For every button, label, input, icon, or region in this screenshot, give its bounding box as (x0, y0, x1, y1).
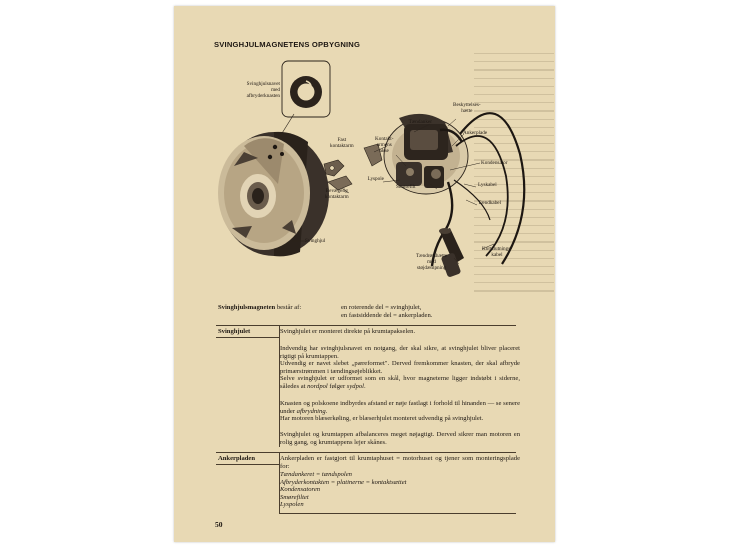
label-fast-kontaktarm-text: Fast kontaktarm (330, 137, 354, 149)
section-bottom-rule (280, 513, 516, 514)
ankerpladen-p1: Ankerpladen er fastgjort til krumtaphuset = motorhuset og tjener som monteringsplade for: (280, 455, 520, 470)
label-svinghjul (305, 238, 325, 244)
label-smoerefilt-text: Smørefilt (396, 184, 416, 190)
label-svinghjulsnavet (222, 81, 280, 99)
label-kondensator-text: Kondensator (481, 160, 508, 166)
intro-lead (218, 304, 301, 312)
label-fast-kontaktarm (330, 137, 354, 149)
label-taendkabel-text: Tændkabel (478, 200, 502, 206)
label-svinghjul-text: Svinghjul (305, 238, 326, 244)
page-title: SVINGHJULMAGNETENS OPBYGNING (214, 40, 361, 49)
svinghjulet-p3 (280, 400, 520, 423)
intro-line-1: en roterende del = svinghjulet, (341, 304, 422, 311)
svinghjulet-p2a: Indvendig har svinghjulsnavet en notgang, der skal sikre, at svinghjulet bliver placeret rigtigt på krumtappen. (280, 345, 520, 360)
svinghjulet-p3b: Har motoren blæserkøling, er blæserhjulet monteret udvendig på svinghjulet. (280, 415, 484, 423)
heading-ankerpladen: Ankerpladen (218, 455, 256, 462)
label-svinghjulsnavet-text: Svinghjulsnavet med afbryderknasten (246, 81, 280, 99)
label-beskyttelseshaette (453, 102, 481, 114)
list-item: Kondensatoren (280, 486, 321, 494)
section-rule-ankerpladen (216, 452, 516, 453)
svinghjulet-p2c-end: . (364, 382, 366, 390)
intro-lead-rest: består af: (275, 304, 302, 311)
svinghjulet-p2c-it2: sydpol (346, 382, 365, 390)
list-item: Lyspolen (280, 501, 304, 509)
page-number: 50 (215, 520, 223, 529)
label-taendkabel (478, 200, 501, 206)
heading-underline (216, 337, 280, 338)
label-kortslutningskabel-text: Kortslutnings- kabel (482, 246, 512, 258)
label-taendanker (384, 119, 432, 125)
hub-inset-drawing (282, 61, 330, 117)
book-page (174, 6, 555, 542)
label-bevaegelig-kontaktarm (325, 188, 349, 200)
contact-arms-drawing (324, 144, 382, 190)
label-lyspole-text: Lyspole (367, 176, 384, 182)
label-lyskabel (478, 182, 497, 188)
svinghjulet-p2c-it: nordpol (307, 382, 328, 390)
intro-lead-bold: Svinghjulsmagneten (218, 304, 276, 311)
label-kortslutningskabel (482, 246, 512, 258)
svinghjulet-p4: Svinghjulet og krumtappen afbalanceres meget nøjagtigt. Derved sikrer man motoren en rolig gang, og krumtappens lejer skånes. (280, 431, 520, 446)
svinghjulet-p2b: Udvendig er navet slebet „pæreformet". Derved fremkommer knasten, der skal afbryde primærstrømmen i tændingsøjeblikket. (280, 360, 520, 375)
label-beskyttelseshaette-text: Beskyttelses- hætte (453, 102, 481, 114)
heading-underline-2 (216, 464, 280, 465)
svinghjulet-p3a-it: afbrydning (296, 407, 326, 415)
label-taendroershaette (416, 253, 447, 271)
heading-svinghjulet: Svinghjulet (218, 328, 251, 335)
flywheel-magneto-illustration (174, 6, 555, 306)
label-kondensator (481, 160, 508, 166)
list-item: Smørefiltet (280, 493, 309, 501)
label-taendroershaette-text: Tændrørshætte med støjdæmpning (416, 253, 448, 271)
svinghjulet-p2 (280, 345, 520, 391)
svinghjulet-p3a-end: . (325, 407, 328, 415)
svinghjulet-p2c-pre: Selve svinghjulet er udformet som en skål, hvor magneterne ligger indstøbt i siderne, således at (280, 375, 520, 390)
svinghjulet-p2c-mid: følger (327, 382, 347, 390)
label-kontaktarmens-akse (375, 136, 393, 154)
label-kontaktarmens-akse-text: Kontakt- armens akse (375, 136, 394, 154)
list-item: Afbryderkontakten = platinerne = kontaktsættet (280, 478, 407, 486)
label-lyskabel-text: Lyskabel (478, 182, 497, 188)
label-ankerplade-text: Ankerplade (463, 130, 488, 136)
label-lyspole (354, 176, 384, 182)
svinghjulet-p1: Svinghjulet er monteret direkte på krumtapakselen. (280, 328, 416, 335)
ankerpladen-list (280, 471, 520, 509)
label-ankerplade (463, 130, 487, 136)
intro-line-2: en fastsiddende del = ankerpladen. (341, 312, 433, 319)
section-rule-svinghjulet (216, 325, 516, 326)
label-bevaegelig-kontaktarm-text: Bevægelig kontaktarm (325, 188, 349, 200)
label-smoerefilt (396, 184, 416, 190)
list-item: Tændankeret = tændspolen (280, 471, 352, 478)
label-taendanker-text: Tændanker (408, 119, 432, 125)
svinghjulet-p3a-pre: Knasten og polskoene indbyrdes afstand er nøje fastlagt i forhold til hinanden — se senere under (280, 400, 520, 415)
